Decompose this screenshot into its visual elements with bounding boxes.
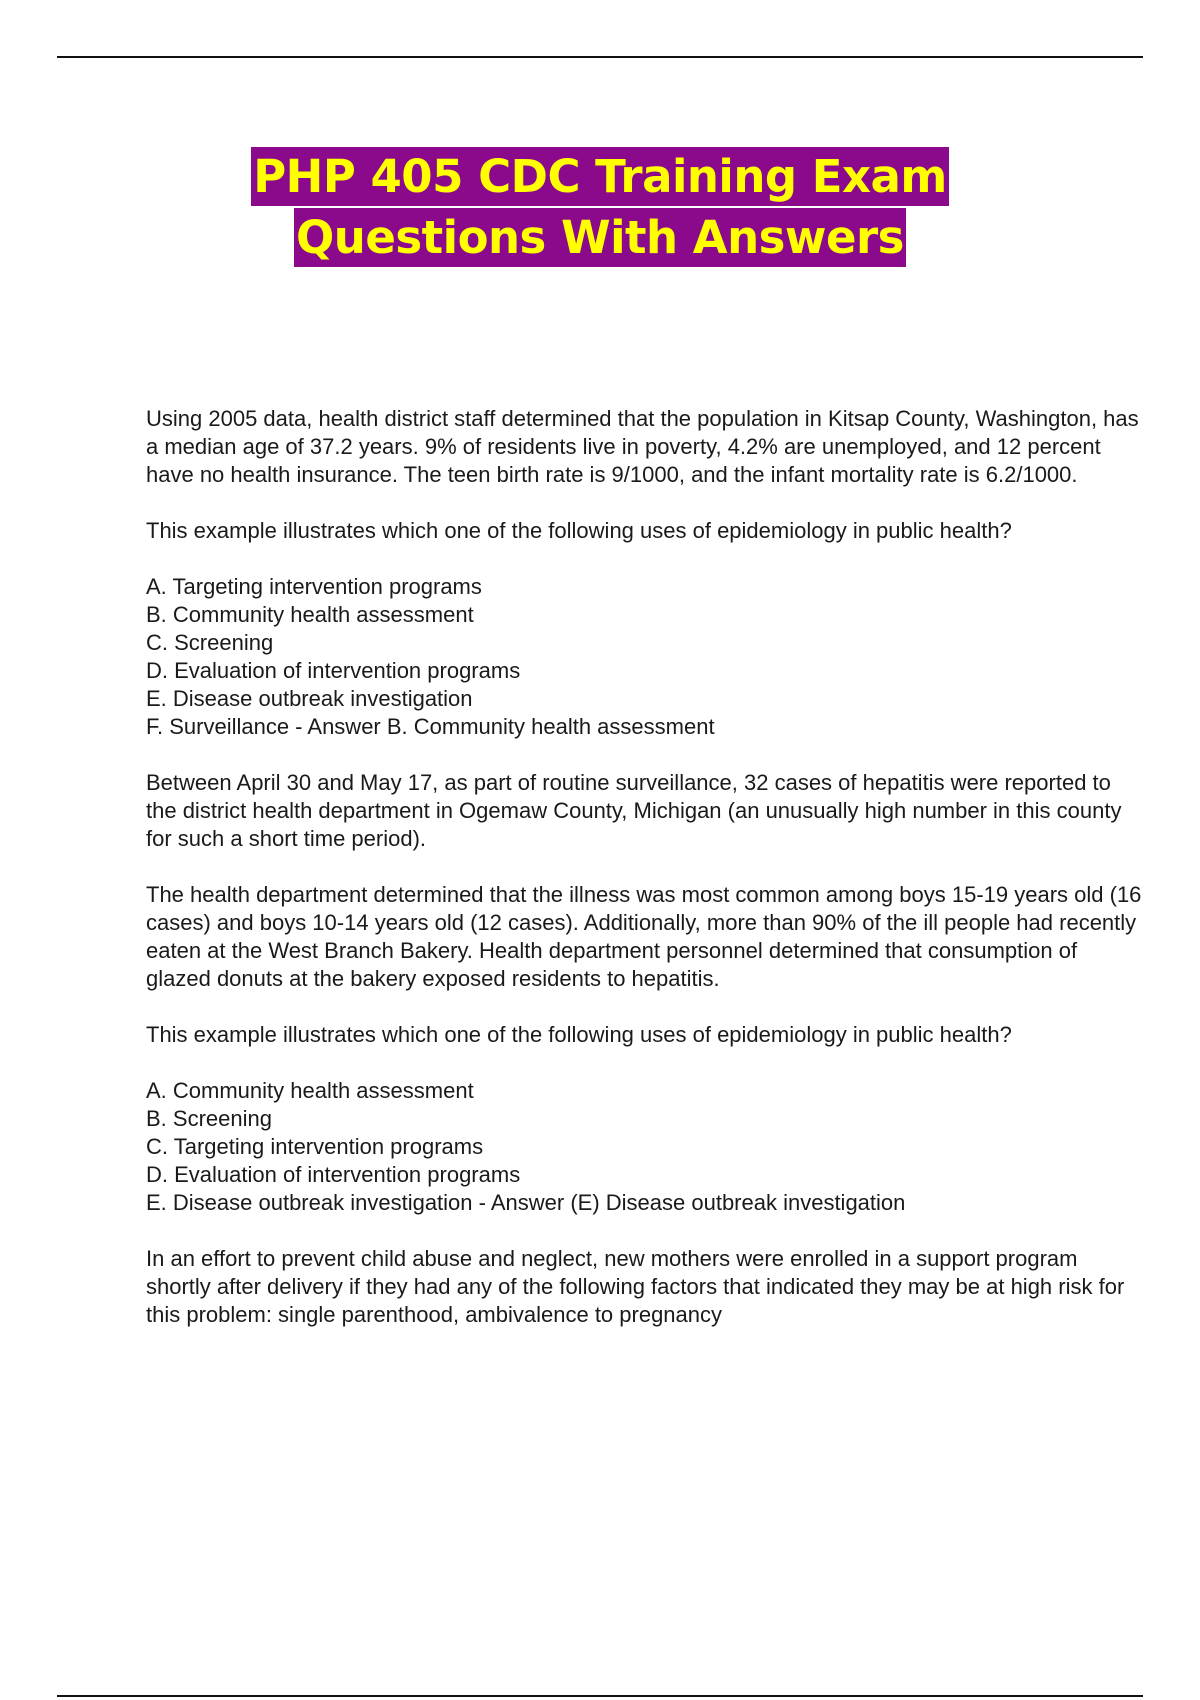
q2-option: C. Targeting intervention programs	[146, 1134, 484, 1159]
q3-scenario: In an effort to prevent child abuse and neglect, new mothers were enrolled in a support program shortly after delivery if they had any of the following factors that indicated they may be at high risk for this problem: single parenthood, ambivalence to pregnancy	[146, 1246, 1125, 1327]
q2-scenario-1: Between April 30 and May 17, as part of routine surveillance, 32 cases of hepatitis were reported to the district health department in Ogemaw County, Michigan (an unusually high number in this county for such a short time period).	[146, 770, 1122, 851]
q2-scenario-2: The health department determined that the illness was most common among boys 15-19 years old (16 cases) and boys 10-14 years old (12 cases). Additionally, more than 90% of the ill people had recently eaten at the West Branch Bakery. Health department personnel determined that consumption of glazed donuts at the bakery exposed residents to hepatitis.	[146, 882, 1142, 991]
title-line-1: PHP 405 CDC Training Exam	[251, 147, 949, 206]
title-line-2: Questions With Answers	[294, 208, 906, 267]
q1-option: D. Evaluation of intervention programs	[146, 658, 521, 683]
q2-option-answer: E. Disease outbreak investigation - Answer (E) Disease outbreak investigation	[146, 1190, 906, 1215]
q2-option: D. Evaluation of intervention programs	[146, 1162, 521, 1187]
document-body	[146, 405, 1146, 1357]
q1-option-answer: F. Surveillance - Answer B. Community health assessment	[146, 714, 715, 739]
bottom-rule	[57, 1695, 1143, 1697]
q2-option: B. Screening	[146, 1106, 272, 1131]
q1-option: A. Targeting intervention programs	[146, 574, 482, 599]
q1-question: This example illustrates which one of the following uses of epidemiology in public health?	[146, 518, 1012, 543]
q1-scenario: Using 2005 data, health district staff determined that the population in Kitsap County, Washington, has a median age of 37.2 years. 9% of residents live in poverty, 4.2% are unemployed, and 12 percent have no health insurance. The teen birth rate is 9/1000, and the infant mortality rate is 6.2/1000.	[146, 406, 1139, 487]
q2-option: A. Community health assessment	[146, 1078, 474, 1103]
q2-question: This example illustrates which one of the following uses of epidemiology in public health?	[146, 1022, 1012, 1047]
q1-option: B. Community health assessment	[146, 602, 474, 627]
q1-option: E. Disease outbreak investigation	[146, 686, 473, 711]
document-title	[0, 146, 1200, 268]
q2-options	[146, 1077, 1146, 1217]
top-rule	[57, 56, 1143, 58]
q1-options	[146, 573, 1146, 741]
q1-option: C. Screening	[146, 630, 274, 655]
